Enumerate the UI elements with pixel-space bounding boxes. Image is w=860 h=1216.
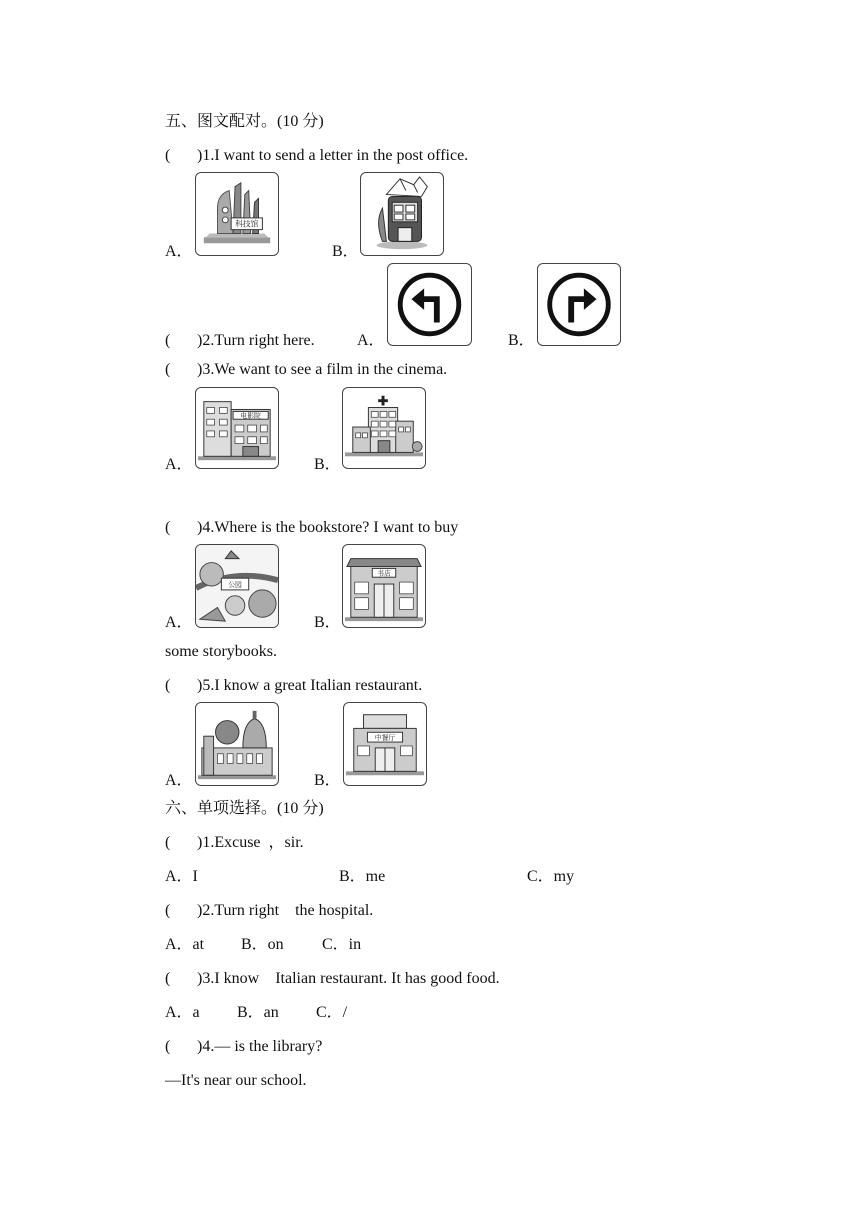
cinema-sign: 电影院 bbox=[240, 412, 261, 421]
s6-q4-stem: )4.— is the library? bbox=[197, 1038, 323, 1055]
park-sign: 公园 bbox=[228, 580, 242, 589]
s6-q2-option-b[interactable]: B．on bbox=[241, 936, 284, 953]
science-museum-sign: 科技馆 bbox=[235, 219, 259, 229]
turn-left-sign-image[interactable] bbox=[387, 263, 472, 346]
q5-stem: )5.I know a great Italian restaurant. bbox=[197, 677, 423, 694]
park-image[interactable] bbox=[195, 544, 279, 628]
q5-option-a-label: A． bbox=[165, 772, 193, 789]
q1-paren: ( bbox=[165, 147, 171, 164]
s6-q3-option-a[interactable]: A．a bbox=[165, 1004, 200, 1021]
q5-paren: ( bbox=[165, 677, 171, 694]
s6-q3-option-c[interactable]: C．/ bbox=[316, 1004, 348, 1021]
s6-q3-option-b[interactable]: B．an bbox=[237, 1004, 279, 1021]
q3-option-a-label: A． bbox=[165, 456, 193, 473]
s6-q4-paren: ( bbox=[165, 1038, 171, 1055]
turn-right-sign-image[interactable] bbox=[537, 263, 621, 346]
post-office-image[interactable] bbox=[360, 172, 444, 256]
science-museum-image[interactable] bbox=[195, 172, 279, 256]
q4-paren: ( bbox=[165, 519, 171, 536]
q1-option-a-label: A． bbox=[165, 243, 193, 260]
q4-option-a-label: A． bbox=[165, 614, 193, 631]
q2-option-b-label: B． bbox=[508, 332, 535, 349]
s6-q3-paren: ( bbox=[165, 970, 171, 987]
q3-stem: )3.We want to see a film in the cinema. bbox=[197, 361, 448, 378]
section5-heading: 五、图文配对。(10 分) bbox=[165, 113, 324, 130]
q3-option-b-label: B． bbox=[314, 456, 341, 473]
s6-q2-option-c[interactable]: C．in bbox=[322, 936, 362, 953]
q1-stem: )1.I want to send a letter in the post office. bbox=[197, 147, 469, 164]
q5-option-b-label: B． bbox=[314, 772, 341, 789]
bookstore-sign: 书店 bbox=[377, 569, 391, 578]
q2-paren: ( bbox=[165, 332, 171, 349]
q4-option-b-label: B． bbox=[314, 614, 341, 631]
s6-q2-stem: )2.Turn right the hospital. bbox=[197, 902, 374, 919]
s6-q4-answer: —It's near our school. bbox=[165, 1072, 307, 1089]
q2-stem: )2.Turn right here. bbox=[197, 332, 315, 349]
s6-q1-stem: )1.Excuse ，sir. bbox=[197, 834, 304, 851]
cinema-image[interactable] bbox=[195, 387, 279, 469]
section6-heading: 六、单项选择。(10 分) bbox=[165, 800, 324, 817]
q4-continuation: some storybooks. bbox=[165, 643, 277, 660]
q4-stem: )4.Where is the bookstore? I want to buy bbox=[197, 519, 459, 536]
s6-q1-option-a[interactable]: A．I bbox=[165, 868, 198, 885]
hospital-image[interactable] bbox=[342, 387, 426, 469]
q2-option-a-label: A． bbox=[357, 332, 385, 349]
chinese-restaurant-image[interactable] bbox=[343, 702, 427, 786]
bookstore-image[interactable] bbox=[342, 544, 426, 628]
s6-q1-option-c[interactable]: C．my bbox=[527, 868, 575, 885]
s6-q3-stem: )3.I know Italian restaurant. It has good food. bbox=[197, 970, 500, 987]
chinese-restaurant-sign: 中餐厅 bbox=[374, 734, 396, 743]
s6-q2-option-a[interactable]: A．at bbox=[165, 936, 205, 953]
s6-q2-paren: ( bbox=[165, 902, 171, 919]
s6-q1-option-b[interactable]: B．me bbox=[339, 868, 386, 885]
italian-building-image[interactable] bbox=[195, 702, 279, 786]
q3-paren: ( bbox=[165, 361, 171, 378]
q1-option-b-label: B． bbox=[332, 243, 359, 260]
s6-q1-paren: ( bbox=[165, 834, 171, 851]
